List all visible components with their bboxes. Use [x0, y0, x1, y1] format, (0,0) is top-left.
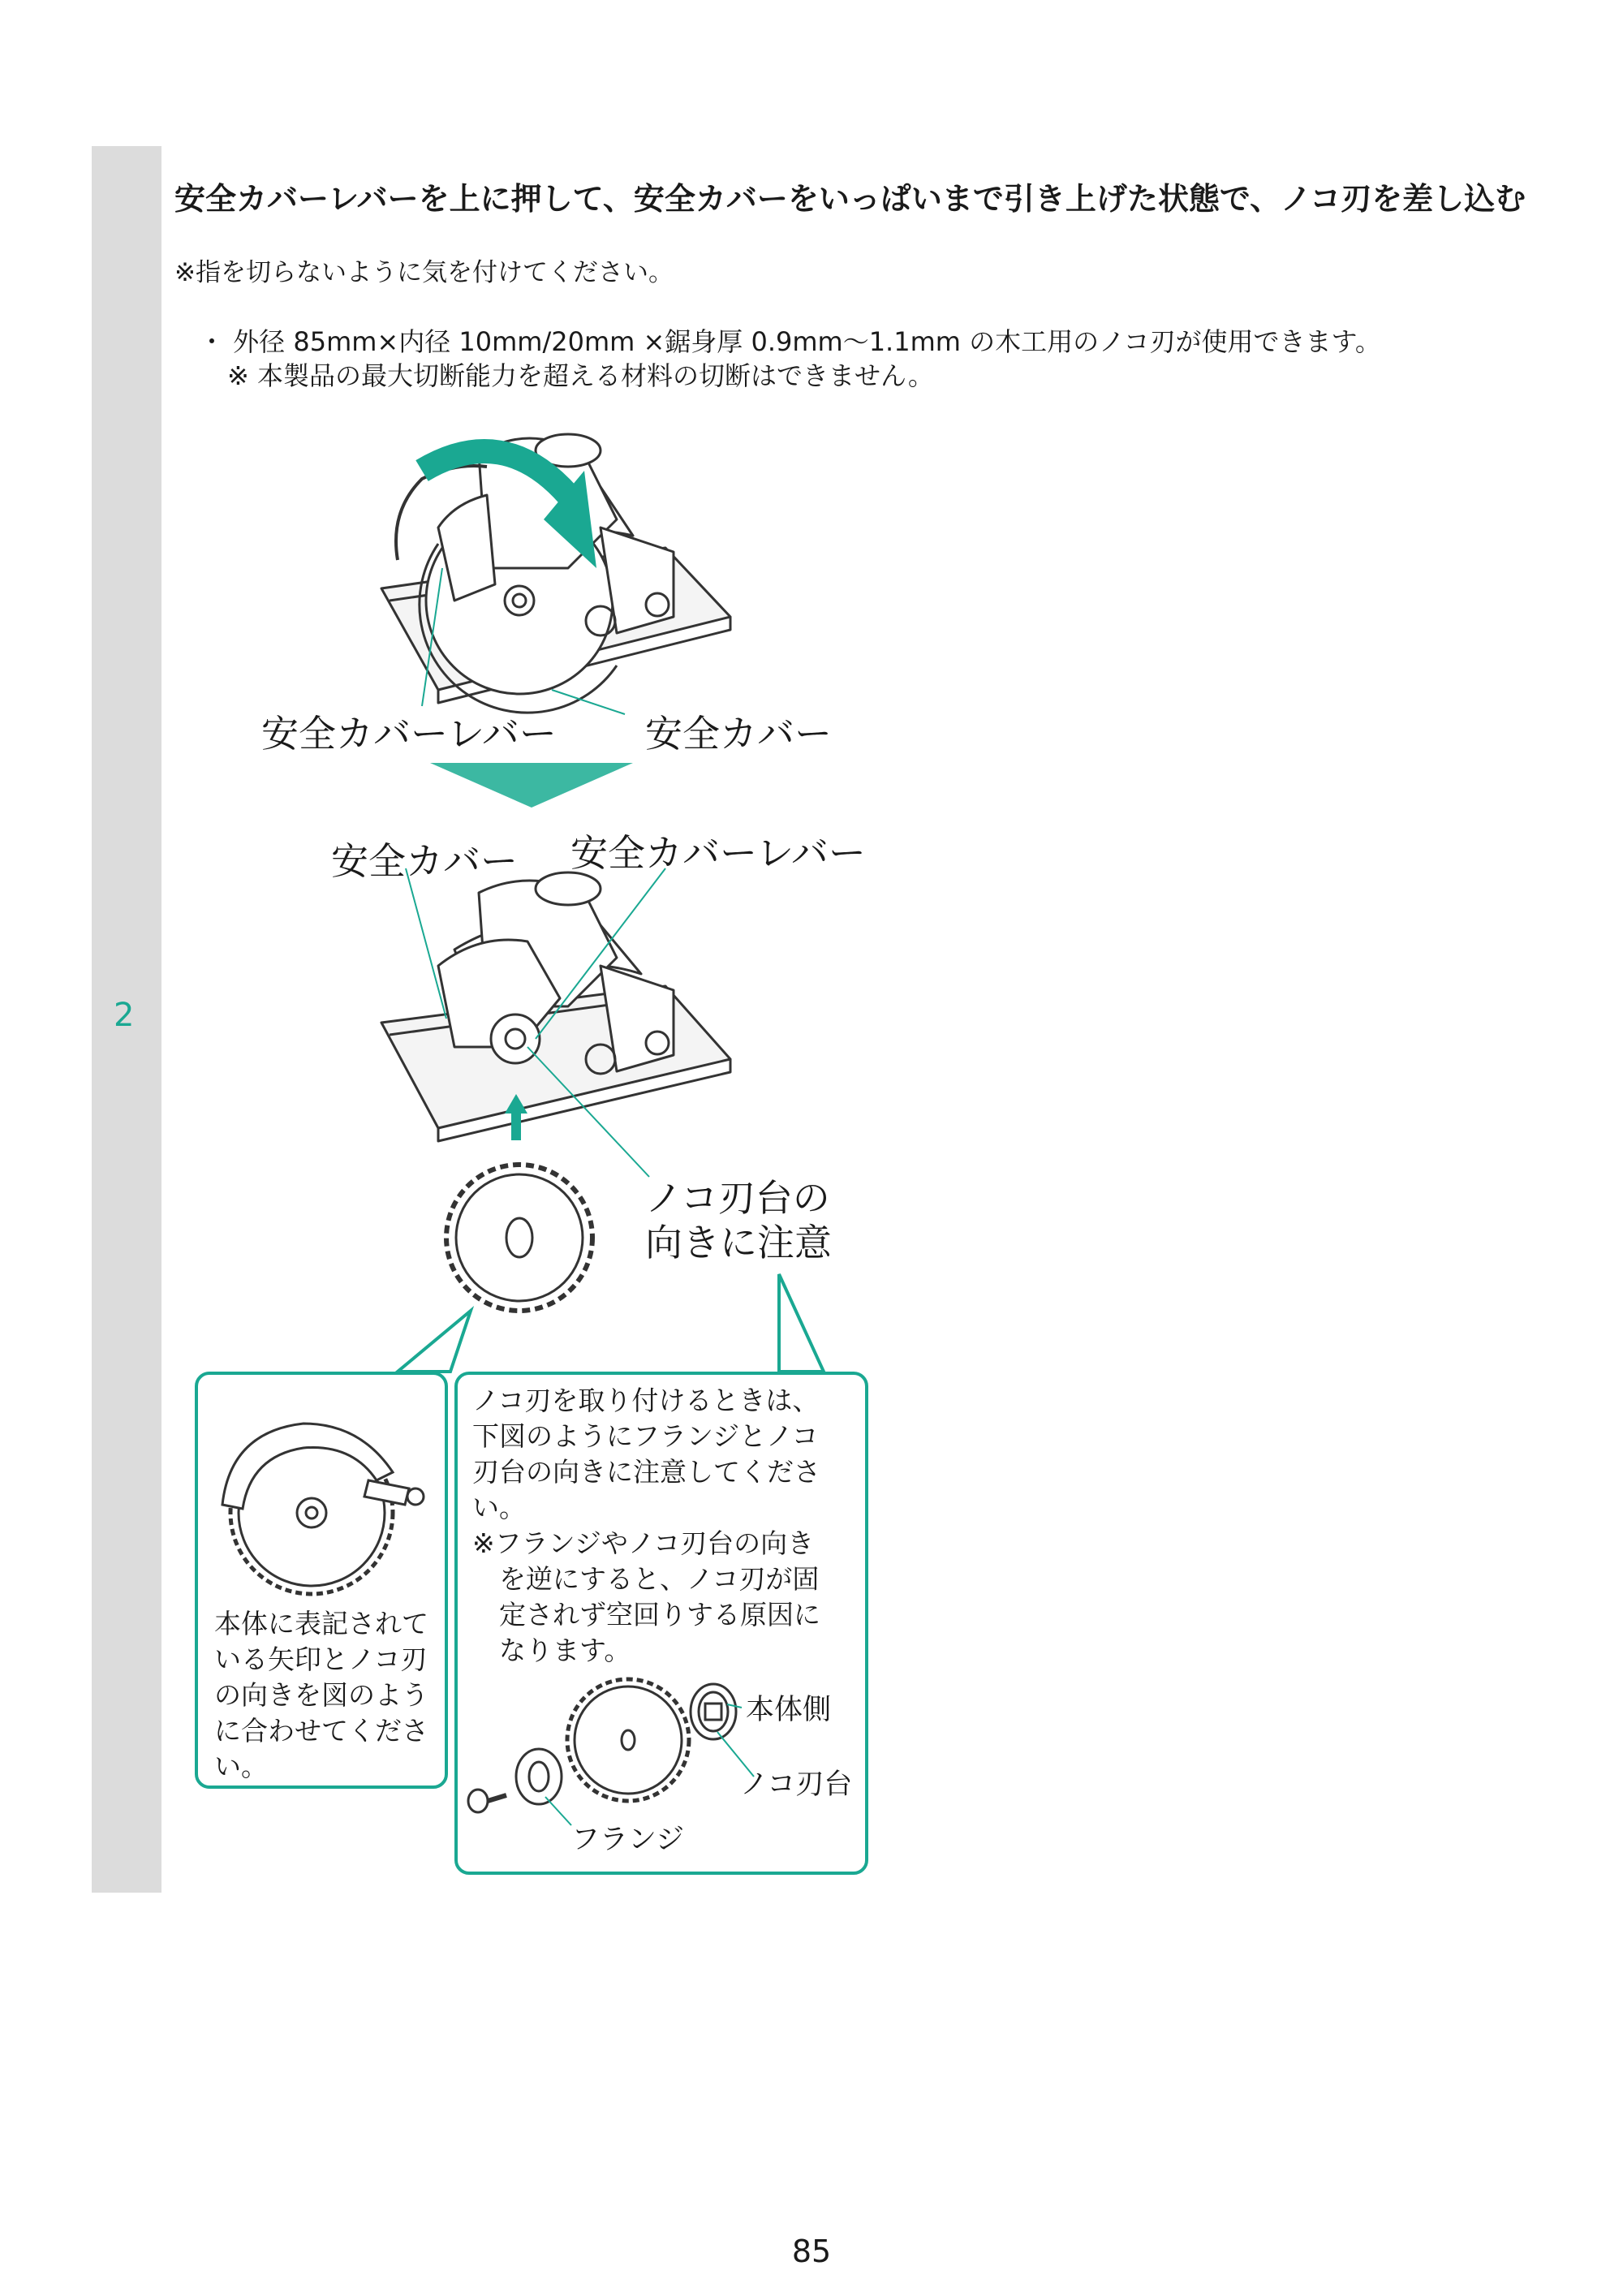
- callout-right-line: なります。: [472, 1635, 631, 1666]
- capacity-note: ※ 本製品の最大切断能力を超える材料の切断はできません。: [227, 360, 934, 391]
- callout-left-line: 本体に表記されて: [214, 1608, 428, 1639]
- callout-right-line: を逆にすると、ノコ刃が固: [472, 1563, 820, 1595]
- callout-right-line: 刃台の向きに注意してくださ: [472, 1456, 820, 1488]
- blade-assembly-illustration: [458, 1375, 872, 1878]
- callout-right-line: ノコ刃を取り付けるときは、: [472, 1385, 820, 1416]
- page-number: 85: [791, 2234, 832, 2269]
- label-flange: フランジ: [571, 1824, 685, 1856]
- callout-left-line: い。: [214, 1751, 268, 1782]
- step-heading: 安全カバーレバーを上に押して、安全カバーをいっぱいまで引き上げた状態で、ノコ刃を差し込む: [174, 181, 1526, 217]
- callout-left: [195, 1372, 448, 1789]
- caution-note: ※指を切らないように気を付けてください。: [174, 258, 674, 287]
- label-blade-base: ノコ刃台: [740, 1768, 853, 1801]
- bottom-circular-saw-illustration: [381, 872, 730, 1141]
- callout-right-line: 定されず空回りする原因に: [472, 1599, 820, 1630]
- callout-left-line: の向きを図のよう: [214, 1679, 428, 1711]
- label-body-side: 本体側: [746, 1694, 832, 1726]
- callout-left-pointer: [398, 1311, 471, 1372]
- step-number: 2: [114, 997, 135, 1034]
- callout-right-line: い。: [472, 1492, 526, 1523]
- callout-right: [454, 1372, 868, 1875]
- callout-left-line: いる矢印とノコ刃: [214, 1643, 428, 1675]
- saw-blade-illustration: [446, 1165, 592, 1311]
- callout-right-line: ※フランジやノコ刃台の向き: [472, 1527, 815, 1559]
- callout-right-pointer: [779, 1274, 824, 1372]
- label-lever-top: 安全カバーレバー: [261, 712, 557, 756]
- callout-right-line: 下図のようにフランジとノコ: [472, 1420, 819, 1452]
- label-orientation-2: 向きに注意: [645, 1221, 832, 1264]
- label-cover-bottom: 安全カバー: [331, 839, 518, 883]
- label-lever-bottom: 安全カバーレバー: [570, 831, 866, 875]
- callout-left-line: に合わせてくださ: [214, 1715, 428, 1747]
- label-orientation-1: ノコ刃台の: [645, 1176, 830, 1220]
- next-step-triangle-icon: [430, 763, 633, 808]
- blade-spec-bullet: ・ 外径 85mm×内径 10mm/20mm ×鋸身厚 0.9mm〜1.1mm の木工用のノコ刃が使用できます。: [199, 326, 1381, 357]
- label-cover-top: 安全カバー: [645, 712, 832, 756]
